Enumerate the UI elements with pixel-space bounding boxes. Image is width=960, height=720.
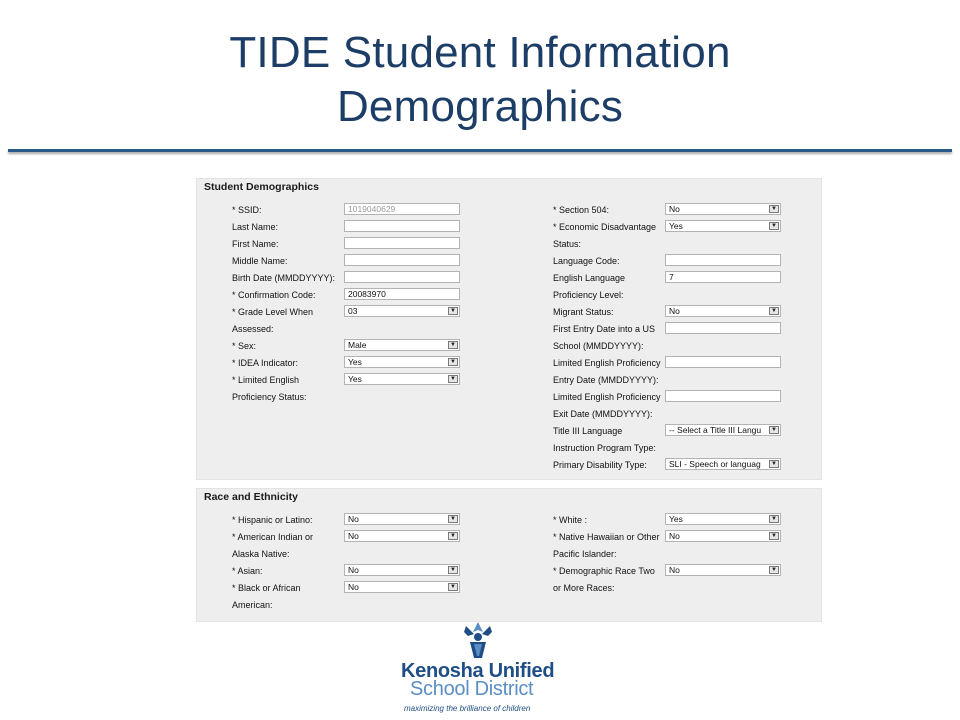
chevron-down-icon[interactable]: ▼	[769, 426, 779, 434]
language-code-field[interactable]	[665, 254, 781, 266]
grade-level-value: 03	[348, 306, 358, 316]
hawaiian-select[interactable]	[665, 530, 781, 542]
idea-indicator-select[interactable]	[344, 356, 460, 368]
lep-exit-date-field[interactable]	[665, 390, 781, 402]
two-or-more-label: * Demographic Race Two	[553, 566, 655, 576]
title3-program-value: -- Select a Title III Langu	[669, 425, 762, 435]
hispanic-value: No	[348, 514, 359, 524]
black-value: No	[348, 582, 359, 592]
ssid-field: 1019040629	[344, 203, 460, 215]
race-ethnicity-panel	[196, 488, 822, 622]
section504-label: * Section 504:	[553, 205, 610, 215]
section504-select[interactable]	[665, 203, 781, 215]
economic-disadvantage-label-cont: Status:	[553, 239, 582, 249]
economic-disadvantage-select[interactable]	[665, 220, 781, 232]
lep-entry-date-label-cont: Entry Date (MMDDYYYY):	[553, 375, 659, 385]
first-entry-date-label: First Entry Date into a US	[553, 324, 656, 334]
ssid-label: * SSID:	[232, 205, 262, 215]
black-label-cont: American:	[232, 600, 273, 610]
race-ethnicity-header: Race and Ethnicity	[204, 491, 298, 503]
chevron-down-icon[interactable]: ▼	[769, 460, 779, 468]
two-or-more-select[interactable]	[665, 564, 781, 576]
lep-entry-date-field[interactable]	[665, 356, 781, 368]
student-demographics-header: Student Demographics	[204, 181, 319, 193]
chevron-down-icon[interactable]: ▼	[769, 307, 779, 315]
elp-level-label-cont: Proficiency Level:	[553, 290, 624, 300]
birth-date-label: Birth Date (MMDDYYYY):	[232, 273, 336, 283]
migrant-status-value: No	[669, 306, 680, 316]
american-indian-value: No	[348, 531, 359, 541]
logo-tagline: maximizing the brilliance of children	[404, 704, 531, 713]
last-name-field[interactable]	[344, 220, 460, 232]
black-label: * Black or African	[232, 583, 301, 593]
primary-disability-label: Primary Disability Type:	[553, 460, 647, 470]
slide-title-line1: TIDE Student Information	[229, 28, 731, 77]
logo-line2: School District	[410, 678, 534, 700]
migrant-status-label: Migrant Status:	[553, 307, 614, 317]
lep-status-label: * Limited English	[232, 375, 300, 385]
confirmation-code-label: * Confirmation Code:	[232, 290, 316, 300]
section504-value: No	[669, 204, 680, 214]
lep-entry-date-label: Limited English Proficiency	[553, 358, 661, 368]
two-or-more-label-cont: or More Races:	[553, 583, 615, 593]
confirmation-code-field[interactable]: 20083970	[344, 288, 460, 300]
elp-level-field[interactable]: 7	[665, 271, 781, 283]
idea-indicator-value: Yes	[348, 357, 362, 367]
asian-value: No	[348, 565, 359, 575]
middle-name-field[interactable]	[344, 254, 460, 266]
title3-program-select[interactable]	[665, 424, 781, 436]
title3-program-label-cont: Instruction Program Type:	[553, 443, 656, 453]
white-select[interactable]	[665, 513, 781, 525]
first-name-label: First Name:	[232, 239, 279, 249]
hispanic-label: * Hispanic or Latino:	[232, 515, 313, 525]
slide-title	[0, 26, 960, 134]
lep-status-select[interactable]	[344, 373, 460, 385]
last-name-label: Last Name:	[232, 222, 279, 232]
two-or-more-value: No	[669, 565, 680, 575]
grade-level-select[interactable]	[344, 305, 460, 317]
hawaiian-value: No	[669, 531, 680, 541]
american-indian-label-cont: Alaska Native:	[232, 549, 290, 559]
first-entry-date-label-cont: School (MMDDYYYY):	[553, 341, 644, 351]
chevron-down-icon[interactable]: ▼	[448, 532, 458, 540]
chevron-down-icon[interactable]: ▼	[448, 307, 458, 315]
american-indian-label: * American Indian or	[232, 532, 314, 542]
chevron-down-icon[interactable]: ▼	[769, 222, 779, 230]
district-logo	[396, 620, 566, 716]
hawaiian-label: * Native Hawaiian or Other	[553, 532, 660, 542]
lep-status-value: Yes	[348, 374, 362, 384]
primary-disability-value: SLI - Speech or languag	[669, 459, 761, 469]
lep-exit-date-label-cont: Exit Date (MMDDYYYY):	[553, 409, 653, 419]
white-value: Yes	[669, 514, 683, 524]
title3-program-label: Title III Language	[553, 426, 623, 436]
lep-status-label-cont: Proficiency Status:	[232, 392, 307, 402]
middle-name-label: Middle Name:	[232, 256, 288, 266]
american-indian-select[interactable]	[344, 530, 460, 542]
kusd-logo-icon	[458, 620, 498, 660]
chevron-down-icon[interactable]: ▼	[448, 358, 458, 366]
title-divider	[8, 149, 952, 152]
elp-level-label: English Language	[553, 273, 626, 283]
slide-title-line2: Demographics	[336, 82, 624, 131]
idea-indicator-label: * IDEA Indicator:	[232, 358, 299, 368]
economic-disadvantage-label: * Economic Disadvantage	[553, 222, 657, 232]
grade-level-label-cont: Assessed:	[232, 324, 274, 334]
asian-label: * Asian:	[232, 566, 263, 576]
sex-select[interactable]	[344, 339, 460, 351]
chevron-down-icon[interactable]: ▼	[448, 341, 458, 349]
grade-level-label: * Grade Level When	[232, 307, 314, 317]
primary-disability-select[interactable]	[665, 458, 781, 470]
asian-select[interactable]	[344, 564, 460, 576]
logo-line1: Kenosha Unified	[401, 660, 555, 682]
chevron-down-icon[interactable]: ▼	[448, 583, 458, 591]
language-code-label: Language Code:	[553, 256, 620, 266]
chevron-down-icon[interactable]: ▼	[769, 566, 779, 574]
chevron-down-icon[interactable]: ▼	[448, 375, 458, 383]
sex-value: Male	[348, 340, 367, 350]
chevron-down-icon[interactable]: ▼	[448, 515, 458, 523]
student-demographics-panel	[196, 178, 822, 480]
hawaiian-label-cont: Pacific Islander:	[553, 549, 617, 559]
sex-label: * Sex:	[232, 341, 257, 351]
lep-exit-date-label: Limited English Proficiency	[553, 392, 661, 402]
first-entry-date-field[interactable]	[665, 322, 781, 334]
birth-date-field[interactable]	[344, 271, 460, 283]
chevron-down-icon[interactable]: ▼	[769, 205, 779, 213]
migrant-status-select[interactable]	[665, 305, 781, 317]
chevron-down-icon[interactable]: ▼	[769, 532, 779, 540]
economic-disadvantage-value: Yes	[669, 221, 683, 231]
white-label: * White :	[553, 515, 588, 525]
black-select[interactable]	[344, 581, 460, 593]
chevron-down-icon[interactable]: ▼	[448, 566, 458, 574]
hispanic-select[interactable]	[344, 513, 460, 525]
chevron-down-icon[interactable]: ▼	[769, 515, 779, 523]
first-name-field[interactable]	[344, 237, 460, 249]
